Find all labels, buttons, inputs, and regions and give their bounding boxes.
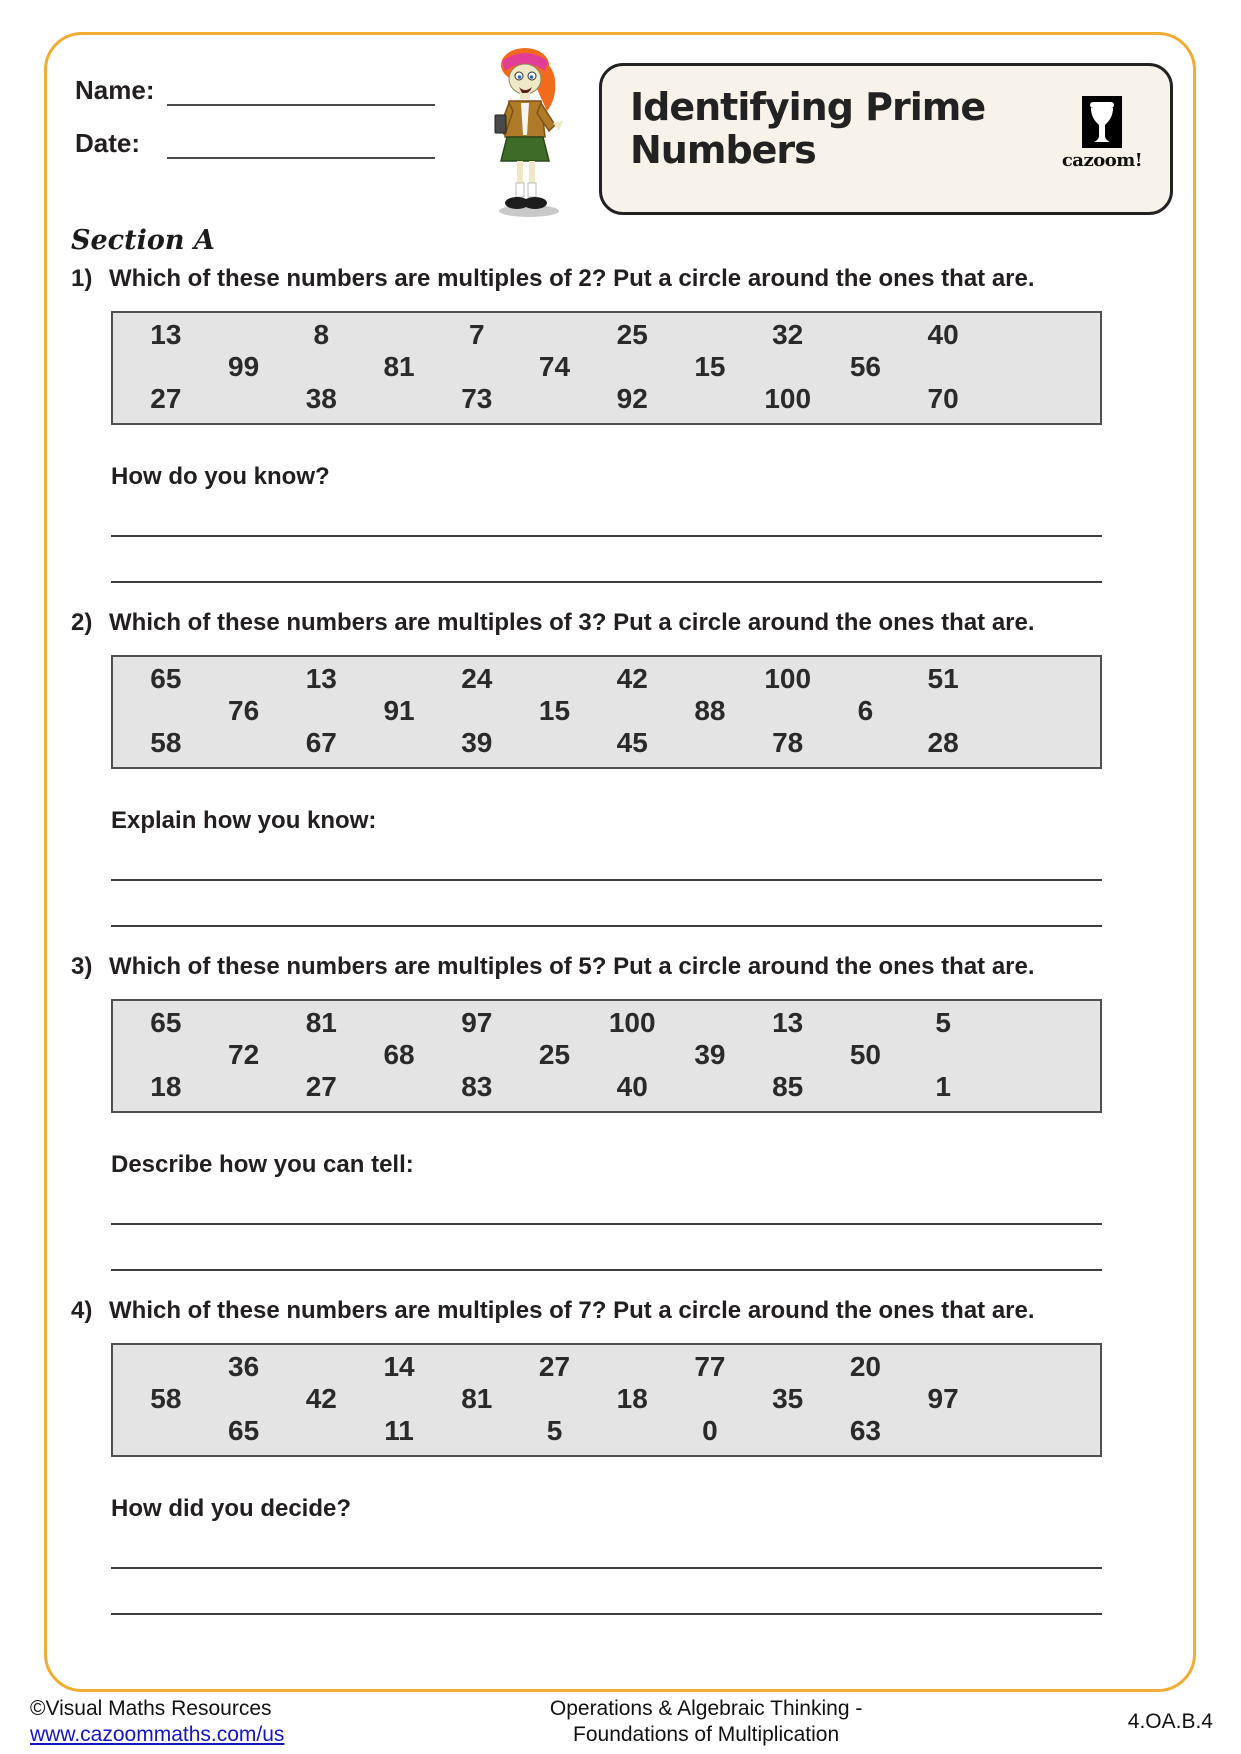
number-cell[interactable]: 40 [616,1071,648,1102]
number-cell[interactable]: 40 [927,319,959,350]
answer-line[interactable] [111,1567,1102,1569]
answer-line[interactable] [111,1269,1102,1271]
answer-line[interactable] [111,535,1102,537]
number-cell[interactable]: 83 [461,1071,493,1102]
worksheet-header [47,35,1193,225]
number-cell[interactable]: 56 [849,351,881,382]
number-cell[interactable]: 32 [772,319,804,350]
number-cell[interactable]: 81 [383,351,415,382]
page-border-frame [44,32,1196,1692]
number-cell[interactable]: 42 [616,663,648,694]
title-box [599,63,1173,215]
number-cell[interactable]: 20 [849,1351,881,1382]
number-cell[interactable]: 88 [694,695,726,726]
number-cell[interactable]: 11 [384,1415,414,1446]
question-block [71,953,1147,1271]
number-cell[interactable]: 36 [228,1351,260,1382]
number-cell[interactable]: 25 [538,1039,571,1070]
number-cell[interactable]: 78 [772,727,804,758]
question-prompt: Which of these numbers are multiples of 2? Put a circle around the ones that are. [109,265,1035,292]
page-title: Identifying Prime Numbers [630,85,986,173]
answer-line[interactable] [111,1613,1102,1615]
number-cell[interactable]: 15 [538,695,571,726]
footer-topic: Operations & Algebraic Thinking - Foundations of Multiplication [549,1697,863,1747]
number-cell[interactable]: 97 [461,1007,493,1038]
followup-prompt: How did you decide? [111,1495,352,1522]
number-cell[interactable]: 81 [461,1383,493,1414]
answer-line[interactable] [111,1223,1102,1225]
question-block [71,609,1147,927]
number-cell[interactable]: 13 [305,663,337,694]
number-cell[interactable]: 100 [608,1007,656,1038]
number-cell[interactable]: 97 [927,1383,959,1414]
number-cell[interactable]: 68 [383,1039,415,1070]
number-cell[interactable]: 100 [764,663,812,694]
number-cell[interactable]: 63 [849,1415,881,1446]
number-cell[interactable]: 45 [616,727,648,758]
question-number: 2) [71,609,93,636]
number-cell[interactable]: 35 [772,1383,804,1414]
followup-prompt: How do you know? [111,463,330,490]
name-input-line[interactable] [167,76,435,106]
number-cell[interactable]: 73 [461,383,493,414]
drum-icon [1082,96,1122,148]
footer-standard-code: 4.OA.B.4 [1127,1710,1213,1734]
number-cell[interactable]: 18 [150,1071,182,1102]
section-heading: Section A [71,225,215,256]
name-label: Name: [75,75,155,105]
number-cell[interactable]: 99 [228,351,260,382]
followup-prompt: Describe how you can tell: [111,1151,414,1178]
number-cell[interactable]: 67 [305,727,337,758]
page-footer [30,1696,1213,1749]
number-cell[interactable]: 70 [927,383,959,414]
question-number: 3) [71,953,93,980]
number-cell[interactable]: 28 [927,727,959,758]
footer-copyright: ©Visual Maths Resources [30,1697,272,1720]
number-cell[interactable]: 91 [383,695,415,726]
number-cell[interactable]: 5 [935,1007,951,1038]
question-prompt: Which of these numbers are multiples of 5? Put a circle around the ones that are. [109,953,1035,980]
number-cell[interactable]: 1 [935,1071,951,1102]
number-cell[interactable]: 8 [313,319,330,350]
answer-lines [71,1223,1147,1271]
girl-mascot-illustration [475,41,579,217]
question-number: 1) [71,265,93,292]
numbers-box [111,999,1102,1113]
number-cell[interactable]: 65 [228,1415,260,1446]
name-date-block [75,75,435,181]
answer-line[interactable] [111,581,1102,583]
cazoom-logo-text: cazoom! [1061,150,1143,171]
number-cell[interactable]: 76 [228,695,260,726]
numbers-box [111,655,1102,769]
cazoom-logo [1054,96,1150,171]
question-prompt: Which of these numbers are multiples of 3? Put a circle around the ones that are. [109,609,1035,636]
answer-lines [71,879,1147,927]
question-block [71,1297,1147,1615]
number-cell[interactable]: 39 [461,727,493,758]
number-cell[interactable]: 74 [538,351,571,382]
number-cell[interactable]: 27 [538,1351,571,1382]
answer-lines [71,535,1147,583]
answer-line[interactable] [111,879,1102,881]
number-cell[interactable]: 38 [305,383,337,414]
number-cell[interactable]: 13 [150,319,182,350]
number-cell[interactable]: 81 [305,1007,337,1038]
date-input-line[interactable] [167,129,435,159]
worksheet-body [47,225,1193,1615]
number-cell[interactable]: 5 [546,1415,563,1446]
number-cell[interactable]: 100 [764,383,812,414]
number-cell[interactable]: 92 [616,383,648,414]
numbers-box [111,1343,1102,1457]
question-number: 4) [71,1297,93,1324]
number-cell[interactable]: 0 [702,1415,718,1446]
number-cell[interactable]: 50 [849,1039,881,1070]
number-cell[interactable]: 24 [461,663,493,694]
number-cell[interactable]: 18 [616,1383,648,1414]
number-cell[interactable]: 51 [927,663,959,694]
number-cell[interactable]: 13 [772,1007,804,1038]
answer-line[interactable] [111,925,1102,927]
number-cell[interactable]: 6 [857,695,874,726]
number-cell[interactable]: 85 [772,1071,804,1102]
questions-container [71,265,1147,1615]
number-cell[interactable]: 14 [383,1351,415,1382]
date-label: Date: [75,128,141,158]
number-cell[interactable]: 25 [616,319,648,350]
number-cell[interactable]: 72 [228,1039,260,1070]
answer-lines [71,1567,1147,1615]
number-cell[interactable]: 7 [468,319,485,350]
number-cell[interactable]: 42 [305,1383,337,1414]
number-cell[interactable]: 39 [694,1039,726,1070]
number-cell[interactable]: 58 [150,1383,182,1414]
number-cell[interactable]: 27 [150,383,182,414]
question-prompt: Which of these numbers are multiples of 7? Put a circle around the ones that are. [109,1297,1035,1324]
number-cell[interactable]: 27 [305,1071,337,1102]
footer-website-link[interactable]: www.cazoommaths.com/us [30,1723,285,1747]
number-cell[interactable]: 58 [150,727,182,758]
number-cell[interactable]: 65 [150,663,182,694]
followup-prompt: Explain how you know: [111,807,377,834]
number-cell[interactable]: 65 [150,1007,182,1038]
number-cell[interactable]: 15 [694,351,726,382]
question-block [71,265,1147,583]
numbers-box [111,311,1102,425]
number-cell[interactable]: 77 [694,1351,726,1382]
